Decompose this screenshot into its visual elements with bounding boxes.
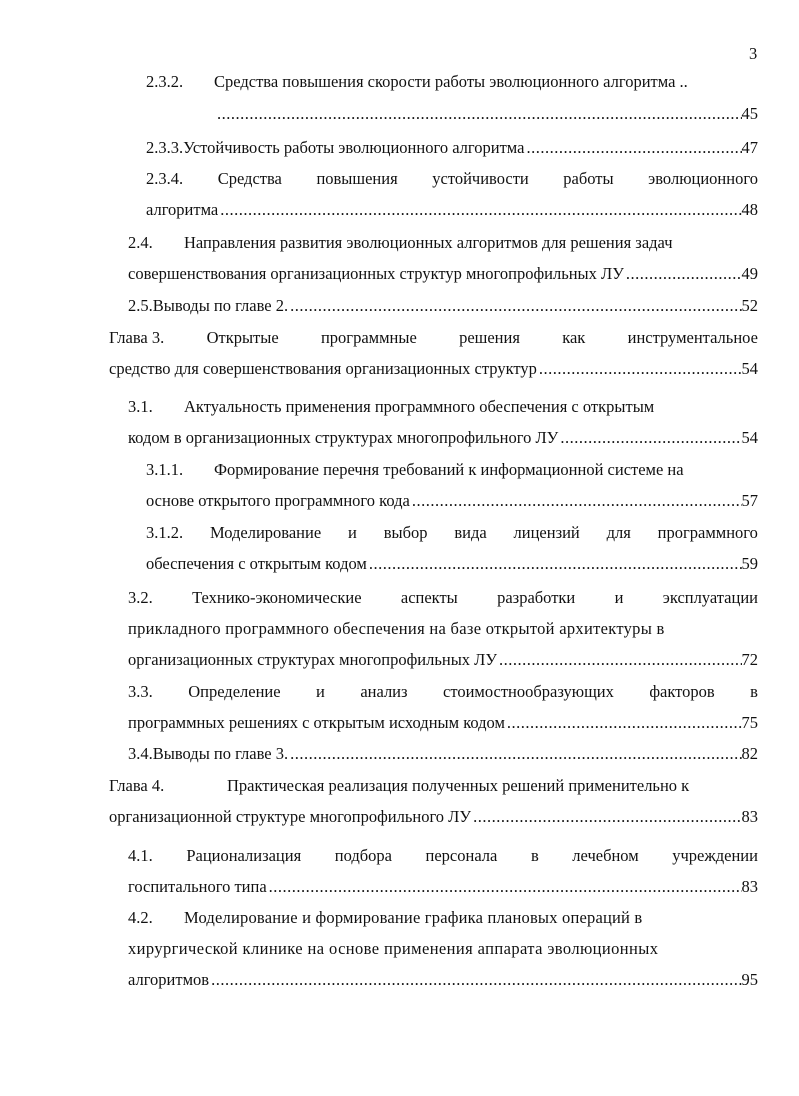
toc-entry-3-2[interactable] — [128, 590, 758, 607]
entry-page: 95 — [741, 970, 758, 989]
entry-title: Моделирование и формирование графика плановых операций в — [184, 908, 643, 927]
entry-number: 2.5. — [128, 296, 153, 315]
toc-entry-3-1[interactable] — [128, 399, 758, 416]
page-number: 3 — [749, 44, 758, 63]
toc-entry-4-1[interactable] — [128, 848, 758, 865]
leader-dots — [218, 202, 741, 219]
entry-title-word: программные — [320, 328, 417, 347]
leader-dots — [209, 972, 741, 989]
entry-title-word: факторов — [649, 682, 715, 701]
entry-number: 2.3.4. — [146, 169, 184, 188]
entry-title-word: Технико-экономические — [192, 588, 362, 607]
entry-page: 59 — [741, 554, 758, 573]
entry-title-word: решения — [459, 328, 520, 347]
entry-title-word: в — [530, 846, 539, 865]
toc-entry-3-1-1[interactable] — [146, 462, 758, 479]
entry-title-word: лечебном — [572, 846, 639, 865]
toc-entry-2-3-4-cont[interactable] — [146, 202, 758, 219]
toc-entry-2-4[interactable] — [128, 235, 758, 252]
entry-page: 45 — [741, 104, 758, 123]
entry-title-word: эволюционного — [648, 169, 758, 188]
toc-leader-2-3-2[interactable] — [215, 106, 758, 123]
toc-entry-4-2-cont2[interactable] — [128, 972, 758, 989]
leader-dots — [537, 361, 742, 378]
entry-number: 2.3.2. — [146, 72, 184, 91]
entry-page: 52 — [741, 296, 758, 315]
leader-dots — [367, 556, 742, 573]
entry-title-word: Моделирование — [209, 523, 322, 542]
entry-page: 49 — [741, 264, 758, 283]
entry-page: 47 — [741, 138, 758, 157]
entry-page: 54 — [741, 359, 758, 378]
entry-page: 82 — [741, 744, 758, 763]
entry-page: 54 — [741, 428, 758, 447]
entry-title: организационных структурах многопрофильных ЛУ — [128, 650, 498, 669]
entry-number: 4.1. — [128, 846, 153, 865]
entry-title: кодом в организационных структурах многопрофильного ЛУ — [128, 428, 559, 447]
entry-title-word: анализ — [360, 682, 408, 701]
entry-title-word: работы — [563, 169, 614, 188]
entry-page: 57 — [741, 491, 758, 510]
entry-title: Формирование перечня требований к информационной системе на — [214, 460, 684, 479]
entry-title-word: вида — [454, 523, 487, 542]
toc-entry-2-3-3[interactable] — [146, 140, 758, 157]
toc-chapter-4[interactable] — [109, 778, 758, 795]
entry-title: основе открытого программного кода — [146, 491, 410, 510]
entry-title-word: выбор — [383, 523, 428, 542]
entry-title-word: персонала — [425, 846, 498, 865]
entry-title: алгоритма — [146, 200, 219, 219]
entry-title: Направления развития эволюционных алгоритмов для решения задач — [184, 233, 673, 252]
entry-title: алгоритмов — [128, 970, 210, 989]
entry-page: 48 — [741, 200, 758, 219]
entry-number: 2.4. — [128, 233, 153, 252]
entry-title-word: устойчивости — [432, 169, 529, 188]
entry-title: программных решениях с открытым исходным кодом — [128, 713, 505, 732]
entry-number: 3.1. — [128, 397, 153, 416]
entry-title-word: как — [562, 328, 586, 347]
entry-page: 83 — [741, 807, 758, 826]
toc-entry-2-3-4[interactable] — [146, 171, 758, 188]
entry-page: 72 — [741, 650, 758, 669]
entry-title-word: Открытые — [206, 328, 279, 347]
entry-title-word: и — [614, 588, 624, 607]
toc-entry-3-3[interactable] — [128, 684, 758, 701]
entry-title-word: повышения — [316, 169, 398, 188]
entry-title-word: программного — [657, 523, 758, 542]
entry-title: Выводы по главе 3. — [152, 744, 289, 763]
entry-title-word: и — [348, 523, 357, 542]
toc-entry-3-2-cont2[interactable] — [128, 652, 758, 669]
entry-number: 2.3.3. — [146, 138, 184, 157]
entry-title-word: инструментальное — [627, 328, 758, 347]
entry-title-word: эксплуатации — [662, 588, 758, 607]
entry-number: 3.2. — [128, 588, 153, 607]
toc-chapter-4-cont[interactable] — [109, 809, 758, 826]
entry-title: прикладного программного обеспечения на базе открытой архитектуры в — [128, 619, 665, 638]
entry-page: 83 — [741, 877, 758, 896]
entry-title: Устойчивость работы эволюционного алгоритма — [183, 138, 525, 157]
entry-title-word: лицензий — [513, 523, 580, 542]
entry-title-word: разработки — [497, 588, 576, 607]
entry-title-word: подбора — [334, 846, 392, 865]
leader-dots — [215, 106, 742, 123]
entry-title: Выводы по главе 2. — [152, 296, 289, 315]
entry-title-word: Рационализация — [186, 846, 302, 865]
entry-title-word: Определение — [188, 682, 281, 701]
leader-dots — [288, 298, 741, 315]
leader-dots — [267, 879, 742, 896]
toc-entry-3-1-1-cont[interactable] — [146, 493, 758, 510]
toc-entry-3-1-cont[interactable] — [128, 430, 758, 447]
entry-title: средство для совершенствования организационных структур — [109, 359, 537, 378]
entry-number: 3.3. — [128, 682, 153, 701]
entry-title-word: стоимостнообразующих — [443, 682, 614, 701]
leader-dots — [505, 715, 742, 732]
toc-entry-3-4[interactable] — [128, 746, 758, 763]
leader-dots — [558, 430, 741, 447]
entry-number: 4.2. — [128, 908, 153, 927]
toc-chapter-3[interactable] — [109, 330, 758, 347]
leader-dots — [524, 140, 741, 157]
toc-entry-4-2-cont[interactable] — [128, 941, 758, 958]
toc-chapter-3-cont[interactable] — [109, 361, 758, 378]
leader-dots — [471, 809, 741, 826]
entry-number: 3.4. — [128, 744, 153, 763]
entry-title: совершенствования организационных структур многопрофильных ЛУ — [128, 264, 624, 283]
leader-dots — [624, 266, 742, 283]
toc-entry-3-3-cont[interactable] — [128, 715, 758, 732]
entry-title: организационной структуре многопрофильного ЛУ — [109, 807, 472, 826]
entry-title-word: в — [750, 682, 758, 701]
toc-entry-2-4-cont[interactable] — [128, 266, 758, 283]
entry-title-word: для — [606, 523, 631, 542]
toc-entry-4-1-cont[interactable] — [128, 879, 758, 896]
entry-title: обеспечения с открытым кодом — [146, 554, 367, 573]
entry-title: хирургической клинике на основе применения аппарата эволюционных — [128, 939, 659, 958]
entry-title: госпитального типа — [128, 877, 267, 896]
chapter-number: Глава 4. — [109, 776, 165, 795]
entry-title-word: учреждении — [672, 846, 758, 865]
toc-entry-3-2-cont[interactable] — [128, 621, 758, 638]
toc-entry-2-3-2[interactable] — [146, 74, 758, 91]
entry-title-word: и — [316, 682, 325, 701]
leader-dots — [497, 652, 741, 669]
leader-dots — [288, 746, 741, 763]
toc-entry-3-1-2-cont[interactable] — [146, 556, 758, 573]
entry-number: 3.1.2. — [146, 523, 184, 542]
entry-title: Средства повышения скорости работы эволюционного алгоритма .. — [214, 72, 688, 91]
entry-number: 3.1.1. — [146, 460, 184, 479]
toc-entry-3-1-2[interactable] — [146, 525, 758, 542]
entry-title-word: аспекты — [400, 588, 458, 607]
entry-title: Практическая реализация полученных решений применительно к — [227, 776, 690, 795]
entry-page: 75 — [741, 713, 758, 732]
chapter-number: Глава 3. — [109, 328, 165, 347]
leader-dots — [410, 493, 742, 510]
entry-title: Актуальность применения программного обеспечения с открытым — [184, 397, 655, 416]
entry-title-word: Средства — [217, 169, 282, 188]
toc-entry-2-5[interactable] — [128, 298, 758, 315]
toc-entry-4-2[interactable] — [128, 910, 758, 927]
